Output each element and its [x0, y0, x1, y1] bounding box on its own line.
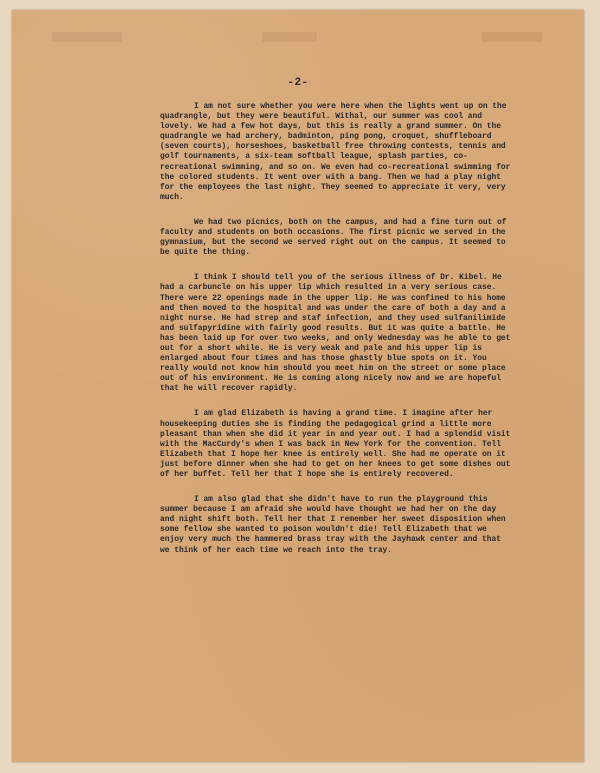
paragraph-illness: I think I should tell you of the serious illness of Dr. Kibel. He had a carbuncle on his upper lip which resulted in a very serious case. There were 22 openings made in the upper lip. He was confined to his home and then moved to the hospital and was under the care of both a day and a night nurse. He had strep and staf infection, and they used sulfanilimide and sulfapyridine with fairly good results. But it was quite a battle. He has been laid up for over two weeks, and only Wednesday was he able to get out for a short while. He is very weak and pale and his upper lip is enlarged about four times and has those ghastly blue spots on it. You really would not know him should you meet him on the street or some place out of his environment. He is coming along nicely now and we are hopeful that he will recover rapidly.	[160, 273, 516, 394]
letter-body	[160, 102, 515, 571]
bleed-through-mark	[262, 32, 317, 42]
letter-page	[12, 10, 584, 762]
bleed-through-mark	[52, 32, 122, 42]
bleed-through-mark	[482, 32, 542, 42]
page-number: -2-	[287, 77, 309, 89]
paragraph-playground: I am also glad that she didn't have to run the playground this summer because I am afraid she would have thought we had her on the day and night shift both. Tell her that I remember her sweet disposition when some fellow she wanted to poison wouldn't die! Tell Elizabeth that we enjoy very much the hammered brass tray with the Jayhawk center and that we think of her each time we reach into the tray.	[160, 495, 511, 555]
paragraph-elizabeth: I am glad Elizabeth is having a grand time. I imagine after her housekeeping duties she is finding the pedagogical grind a little more pleasant than when she did it year in and year out. I had a splendid visit with the MacCurdy's when I was back in New York for the convention. Tell Elizabeth that I hope her knee is entirely well. She had me operate on it just before dinner when she had to get on her knees to get some dishes out of her buffet. Tell her that I hope she is entirely recovered.	[160, 409, 516, 479]
paragraph-lights-quadrangle: I am not sure whether you were here when the lights went up on the quadrangle, but they were beautiful. Withal, our summer was cool and lovely. We had a few hot days, but this is really a grand summer. On the quadrangle we had archery, badminton, ping pong, croquet, shuffleboard (seven courts), horseshoes, basketball free throwing contests, tennis and golf tournaments, a six-team softball league, splash parties, co-recreational swimming, and so on. We even had co-recreational swimming for the colored students. It went over with a bang. Then we had a play night for the employees the last night. They seemed to appreciate it very, very much.	[160, 102, 516, 202]
paragraph-picnics: We had two picnics, both on the campus, and had a fine turn out of faculty and students on both occasions. The first picnic we served in the gymnasium, but the second we served right out on the campus. It seemed to be quite the thing.	[160, 217, 512, 258]
